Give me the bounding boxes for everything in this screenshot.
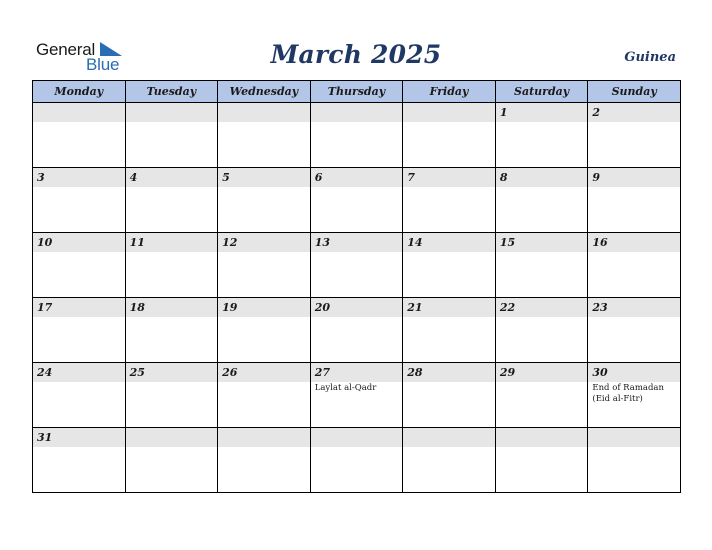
day-cell: [125, 168, 218, 233]
weekday-header: Saturday: [495, 81, 588, 103]
day-cell: [403, 168, 496, 233]
day-cell: [125, 363, 218, 428]
day-number: 30: [592, 366, 608, 379]
logo-word-blue: Blue: [86, 55, 120, 74]
day-cell: [588, 298, 681, 363]
day-cell: [218, 168, 311, 233]
day-cell: [125, 428, 218, 493]
day-number-band: [403, 428, 495, 447]
day-cell: [588, 233, 681, 298]
day-cell: [33, 363, 126, 428]
day-cell: [403, 428, 496, 493]
day-number-band: [218, 103, 310, 122]
week-row: [33, 428, 681, 493]
day-cell: [588, 363, 681, 428]
day-number: 22: [499, 301, 516, 314]
day-cell: [588, 428, 681, 493]
day-number-band: [588, 428, 680, 447]
week-row: [33, 103, 681, 168]
day-cell: [403, 363, 496, 428]
day-number: 21: [407, 301, 423, 314]
day-number-band: [218, 428, 310, 447]
day-number: 29: [499, 366, 516, 379]
day-number: 13: [314, 236, 330, 249]
day-cell: [218, 233, 311, 298]
day-number-band: [33, 103, 125, 122]
day-cell: [588, 168, 681, 233]
day-number-band: [588, 103, 680, 122]
day-cell: [310, 103, 403, 168]
day-number-band: [403, 168, 495, 187]
day-cell: [310, 363, 403, 428]
weekday-header: Monday: [33, 81, 126, 103]
day-number: 7: [407, 171, 415, 184]
day-cell: [33, 103, 126, 168]
day-number-band: [403, 103, 495, 122]
day-number: 12: [222, 236, 238, 249]
day-number: 20: [314, 301, 330, 314]
day-cell: [218, 428, 311, 493]
day-number-band: [33, 168, 125, 187]
day-number-band: [496, 428, 588, 447]
day-cell: [33, 428, 126, 493]
day-number: 6: [314, 171, 323, 184]
day-number: 27: [314, 366, 330, 379]
day-cell: [218, 103, 311, 168]
weekday-header: Tuesday: [125, 81, 218, 103]
day-cell: [125, 103, 218, 168]
day-number-band: [218, 168, 310, 187]
holiday-label: Laylat al-Qadr: [314, 383, 377, 393]
calendar-body: [33, 103, 681, 493]
country-label: Guinea: [624, 50, 676, 65]
day-number: 2: [592, 106, 601, 119]
day-number: 10: [37, 236, 53, 249]
day-cell: [218, 298, 311, 363]
week-row: [33, 168, 681, 233]
weekday-header: Wednesday: [218, 81, 311, 103]
day-number-band: [311, 103, 403, 122]
day-cell: [125, 233, 218, 298]
day-number: 17: [37, 301, 53, 314]
weekday-header: Sunday: [588, 81, 681, 103]
day-cell: [33, 168, 126, 233]
day-number-band: [496, 103, 588, 122]
day-cell: [310, 428, 403, 493]
weekday-header: Friday: [403, 81, 496, 103]
day-number: 14: [407, 236, 423, 249]
day-cell: [310, 168, 403, 233]
day-number: 4: [129, 171, 138, 184]
day-cell: [125, 298, 218, 363]
logo-word-general: General: [36, 40, 96, 59]
day-number: 15: [499, 236, 516, 249]
day-cell: [403, 233, 496, 298]
week-row: [33, 363, 681, 428]
day-number-band: [311, 428, 403, 447]
day-cell: [310, 298, 403, 363]
day-number: 28: [407, 366, 423, 379]
day-cell: [218, 363, 311, 428]
day-number: 9: [592, 171, 601, 184]
day-number: 19: [222, 301, 238, 314]
day-number: 23: [592, 301, 608, 314]
week-row: [33, 298, 681, 363]
week-row: [33, 233, 681, 298]
weekday-header-row: [33, 81, 681, 103]
day-cell: [310, 233, 403, 298]
day-number-band: [588, 168, 680, 187]
day-cell: [495, 298, 588, 363]
day-number: 16: [592, 236, 608, 249]
day-number: 31: [37, 431, 53, 444]
holiday-label: End of Ramadan (Eid al-Fitr): [592, 383, 664, 404]
day-number-band: [496, 168, 588, 187]
day-cell: [495, 363, 588, 428]
day-number: 8: [499, 171, 508, 184]
day-cell: [588, 103, 681, 168]
day-number: 11: [129, 236, 145, 249]
page-title: March 2025: [270, 40, 442, 69]
calendar-grid: [32, 80, 681, 493]
day-number: 24: [37, 366, 53, 379]
day-cell: [495, 168, 588, 233]
day-number-band: [126, 168, 218, 187]
day-cell: [403, 298, 496, 363]
weekday-header: Thursday: [310, 81, 403, 103]
day-cell: [33, 233, 126, 298]
day-number-band: [311, 168, 403, 187]
day-number: 25: [129, 366, 145, 379]
day-number-band: [126, 103, 218, 122]
day-number: 3: [37, 171, 45, 184]
day-cell: [495, 103, 588, 168]
day-cell: [403, 103, 496, 168]
day-number-band: [126, 428, 218, 447]
day-number: 5: [222, 171, 230, 184]
day-cell: [33, 298, 126, 363]
day-cell: [495, 428, 588, 493]
day-number: 26: [222, 366, 238, 379]
day-number: 18: [129, 301, 145, 314]
day-number: 1: [499, 106, 508, 119]
day-cell: [495, 233, 588, 298]
